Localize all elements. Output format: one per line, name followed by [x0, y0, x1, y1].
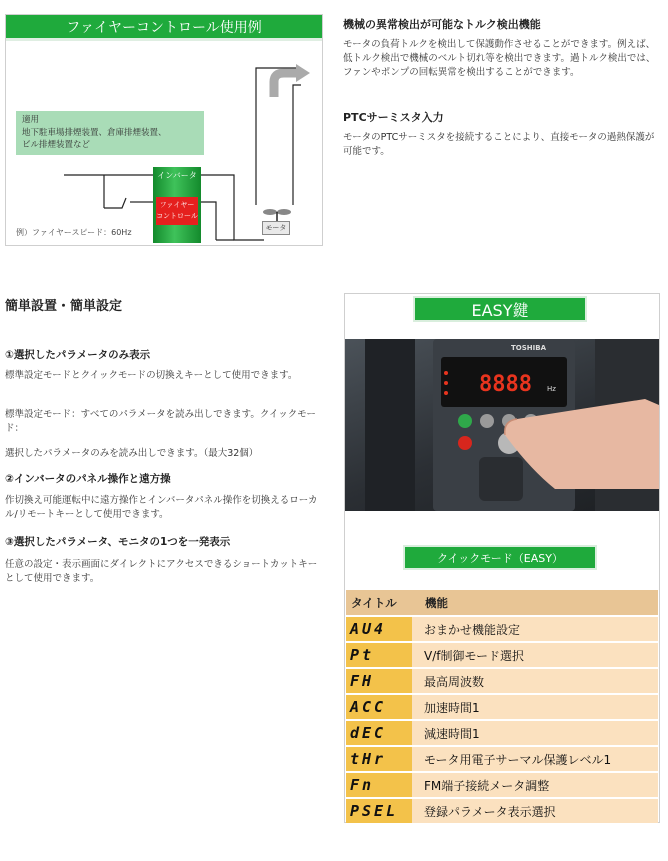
row-func: V/f制御モード選択 — [412, 642, 658, 668]
item3-body: 任意の設定・表示画面にダイレクトにアクセスできるショートカットキーとして使用できます。 — [5, 559, 318, 584]
torque-body: モータの負荷トルクを検出して保護動作させることができます。例えば、低トルク検出で機械のベルト切れ等を検出できます。過トルク検出では、ファンやポンプの回転異常を検出することができます。 — [343, 39, 656, 78]
example-note: 例）ファイヤースピード：60Hz — [16, 228, 132, 237]
setup-title: 簡単設置・簡単設定 — [5, 299, 123, 314]
table-row — [346, 798, 658, 824]
row-code: ACC — [346, 694, 412, 720]
easy-function-table — [346, 590, 658, 825]
apply-line: 適用 — [22, 115, 40, 125]
run-button[interactable] — [458, 414, 472, 428]
diagram-title: ファイヤーコントロール使用例 — [6, 15, 322, 41]
fire-control-line: ファイヤー — [159, 201, 195, 209]
row-code: Pt — [346, 642, 412, 668]
table-row — [346, 616, 658, 642]
quick-mode-title: クイックモード（EASY） — [403, 545, 597, 570]
easy-button[interactable] — [480, 414, 494, 428]
display-digits: 8888 — [479, 372, 532, 397]
easy-key-panel — [344, 293, 660, 823]
motor-label: モータ — [262, 221, 290, 235]
apply-line: ビル排煙装置など — [22, 140, 91, 150]
fire-control-line: コントロール — [156, 212, 198, 220]
row-code: AU4 — [346, 616, 412, 642]
row-code: PSEL — [346, 798, 412, 824]
fan-icon — [263, 209, 291, 221]
row-func: 減速時間1 — [412, 720, 658, 746]
table-row — [346, 772, 658, 798]
row-code: tHr — [346, 746, 412, 772]
row-func: 最高周波数 — [412, 668, 658, 694]
item3-title: ③選択したパラメータ、モニタの1つを一発表示 — [5, 536, 231, 548]
row-func: 登録パラメータ表示選択 — [412, 798, 658, 824]
stop-button[interactable] — [458, 436, 472, 450]
fire-control-diagram — [5, 14, 323, 246]
table-row — [346, 746, 658, 772]
item1-body3: 選択したパラメータのみを読み出しできます。（最大32個） — [5, 448, 259, 459]
inverter-label: インバータ — [157, 171, 197, 180]
row-code: dEC — [346, 720, 412, 746]
row-code: Fn — [346, 772, 412, 798]
application-note — [16, 111, 204, 155]
item1-body2: 標準設定モード：すべてのパラメータを読み出しできます。クイックモード： — [5, 409, 316, 434]
item1-title: ①選択したパラメータのみ表示 — [5, 349, 151, 361]
row-func: FM端子接続メータ調整 — [412, 772, 658, 798]
airflow-arrow-icon — [274, 64, 310, 97]
table-header-row — [346, 590, 658, 616]
table-row — [346, 720, 658, 746]
ptc-body: モータのPTCサーミスタを接続することにより、直接モータの過熱保護が可能です。 — [343, 132, 655, 157]
table-row — [346, 642, 658, 668]
item1-body: 標準設定モードとクイックモードの切換えキーとして使用できます。 — [5, 370, 298, 381]
item2-body: 作切換え可能運転中に遠方操作とインバータパネル操作を切換えるローカル/リモートキーとして使用できます。 — [5, 495, 318, 520]
torque-title: 機械の異常検出が可能なトルク検出機能 — [343, 18, 541, 31]
inverter-panel-photo — [345, 339, 659, 511]
hz-label: Hz — [547, 385, 556, 393]
table-row — [346, 668, 658, 694]
ptc-title: PTCサーミスタ入力 — [343, 111, 444, 124]
brand-label: TOSHIBA — [511, 344, 546, 352]
header-code: タイトル — [346, 590, 412, 616]
keypad-illustration — [345, 339, 659, 511]
apply-line: 地下駐車場排煙装置、倉庫排煙装置、 — [22, 127, 167, 138]
row-func: おまかせ機能設定 — [412, 616, 658, 642]
row-func: モータ用電子サーマル保護レベル1 — [412, 746, 658, 772]
header-func: 機能 — [412, 590, 658, 616]
row-code: FH — [346, 668, 412, 694]
row-func: 加速時間1 — [412, 694, 658, 720]
item2-title: ②インバータのパネル操作と遠方操 — [5, 473, 171, 485]
easy-key-title: EASY鍵 — [413, 296, 587, 322]
inverter-block — [153, 167, 201, 243]
fire-control-block — [156, 197, 198, 225]
table-row — [346, 694, 658, 720]
